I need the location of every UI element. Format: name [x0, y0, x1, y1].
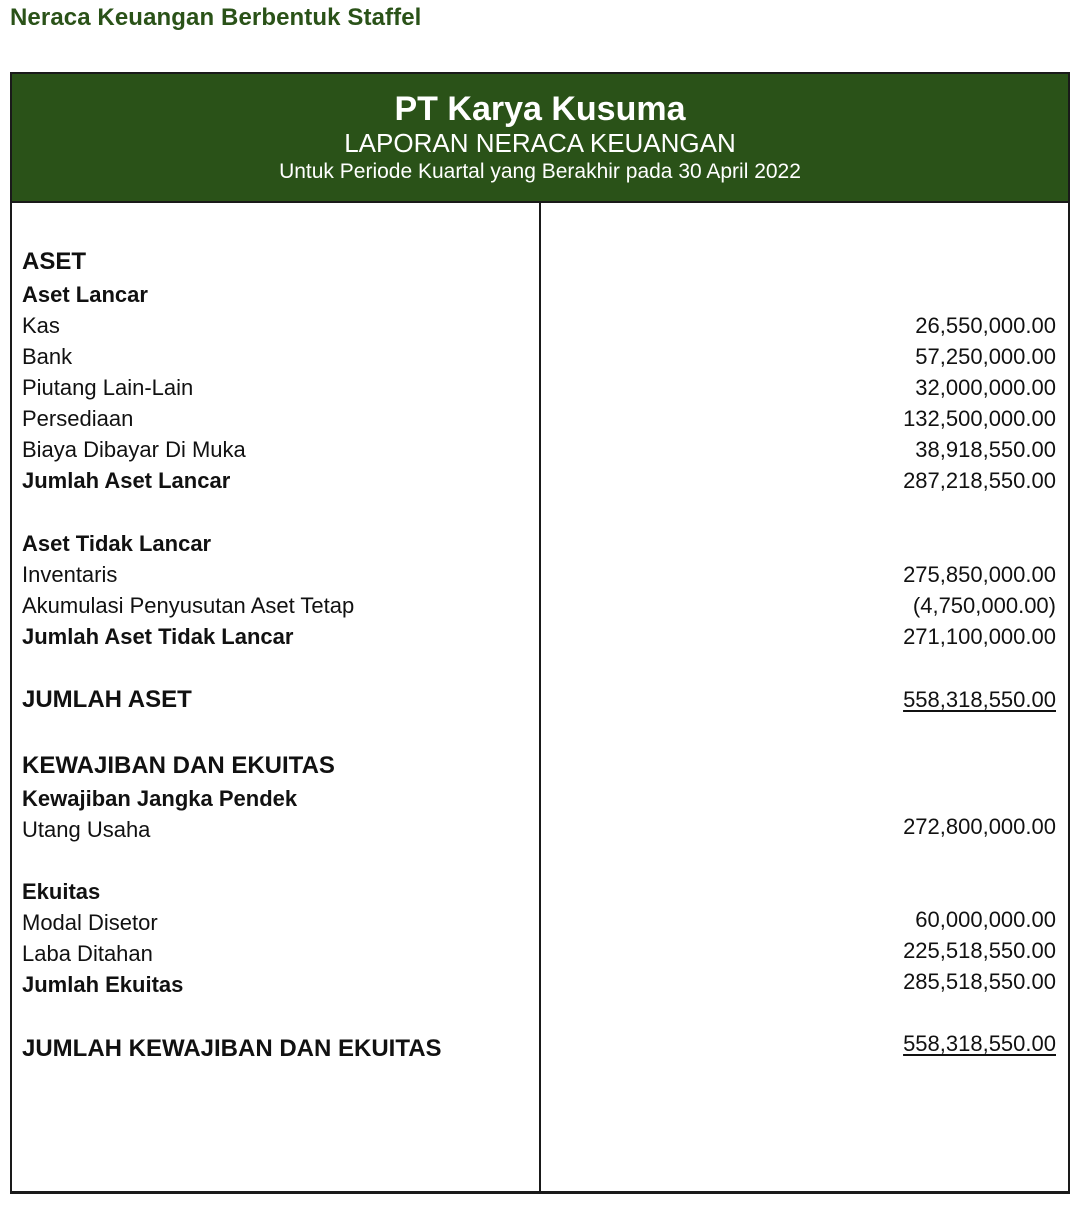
row-label: Biaya Dibayar Di Muka	[22, 437, 246, 462]
row-label: Aset Tidak Lancar	[22, 531, 212, 556]
subsection-ekuitas	[12, 876, 1068, 907]
row-label: KEWAJIBAN DAN EKUITAS	[22, 752, 335, 779]
report-period: Untuk Periode Kuartal yang Berakhir pada 30 April 2022	[279, 160, 801, 183]
row-label: Akumulasi Penyusutan Aset Tetap	[22, 593, 355, 618]
line-item-inventaris	[12, 559, 1068, 590]
row-amount: 271,100,000.00	[903, 624, 1056, 649]
row-label: Jumlah Aset Lancar	[22, 468, 231, 493]
line-item-biaya-dibayar	[12, 434, 1068, 465]
row-amount: 57,250,000.00	[915, 344, 1056, 369]
section-aset	[12, 246, 1068, 277]
line-item-persediaan	[12, 403, 1068, 434]
subsection-kewajiban-pendek	[12, 783, 1068, 814]
row-label: Laba Ditahan	[22, 941, 153, 966]
row-amount: 558,318,550.00	[903, 687, 1056, 712]
report-header	[12, 74, 1068, 203]
row-amount: 132,500,000.00	[903, 406, 1056, 431]
row-label: Jumlah Ekuitas	[22, 972, 184, 997]
subtotal-aset-lancar	[12, 465, 1068, 496]
row-label: Utang Usaha	[22, 817, 151, 842]
line-item-modal-disetor	[12, 907, 1068, 938]
row-label: ASET	[22, 248, 87, 275]
row-amount: 287,218,550.00	[903, 468, 1056, 493]
total-aset	[12, 684, 1068, 715]
row-label: Bank	[22, 344, 73, 369]
row-amount: (4,750,000.00)	[912, 593, 1056, 618]
line-item-piutang	[12, 372, 1068, 403]
subsection-aset-lancar	[12, 279, 1068, 310]
row-amount: 26,550,000.00	[915, 313, 1056, 338]
row-label: Kewajiban Jangka Pendek	[22, 786, 298, 811]
report-title: LAPORAN NERACA KEUANGAN	[344, 128, 736, 158]
row-amount: 558,318,550.00	[903, 1031, 1056, 1056]
row-label: Inventaris	[22, 562, 118, 587]
row-label: JUMLAH ASET	[22, 686, 192, 713]
company-name: PT Karya Kusuma	[394, 90, 686, 128]
line-item-akumulasi-penyusutan	[12, 590, 1068, 621]
row-amount: 285,518,550.00	[903, 969, 1056, 994]
line-item-bank	[12, 341, 1068, 372]
row-label: Ekuitas	[22, 879, 101, 904]
line-item-laba-ditahan	[12, 938, 1068, 969]
row-label: Persediaan	[22, 406, 134, 431]
row-amount: 32,000,000.00	[915, 375, 1056, 400]
row-amount: 38,918,550.00	[915, 437, 1056, 462]
subtotal-ekuitas	[12, 969, 1068, 1000]
row-amount: 275,850,000.00	[903, 562, 1056, 587]
line-item-kas	[12, 310, 1068, 341]
row-label: Jumlah Aset Tidak Lancar	[22, 624, 294, 649]
balance-sheet	[10, 72, 1070, 1194]
row-label: JUMLAH KEWAJIBAN DAN EKUITAS	[22, 1035, 442, 1062]
row-label: Modal Disetor	[22, 910, 158, 935]
page-title: Neraca Keuangan Berbentuk Staffel	[10, 4, 422, 31]
row-label: Aset Lancar	[22, 282, 148, 307]
row-amount: 272,800,000.00	[903, 814, 1056, 839]
row-amount: 60,000,000.00	[915, 907, 1056, 932]
row-amount: 225,518,550.00	[903, 938, 1056, 963]
subsection-aset-tidak-lancar	[12, 528, 1068, 559]
row-label: Kas	[22, 313, 60, 338]
report-body	[12, 203, 1068, 1191]
row-label: Piutang Lain-Lain	[22, 375, 194, 400]
line-item-utang-usaha	[12, 814, 1068, 845]
section-kewajiban-ekuitas	[12, 750, 1068, 781]
total-kewajiban-ekuitas	[12, 1033, 1068, 1064]
subtotal-aset-tidak-lancar	[12, 621, 1068, 652]
